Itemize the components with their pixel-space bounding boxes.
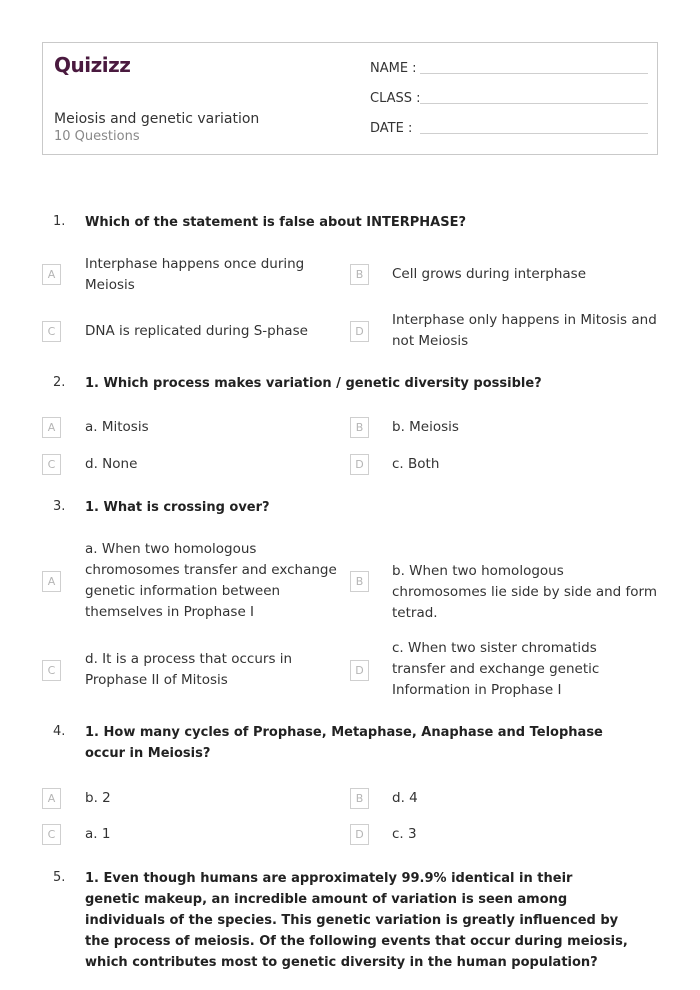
question-number: 3. — [53, 499, 66, 514]
question-number: 5. — [53, 870, 66, 885]
option-letter-box[interactable]: C — [42, 824, 61, 845]
question-number: 4. — [53, 724, 66, 739]
date-line — [420, 133, 648, 134]
option-letter-box[interactable]: B — [350, 788, 369, 809]
question-text: 1. How many cycles of Prophase, Metaphase, Anaphase and Telophase occur in Meiosis? — [85, 725, 603, 761]
option-text: c. 3 — [392, 826, 417, 842]
option-letter-box[interactable]: D — [350, 660, 369, 681]
quizizz-logo: Quizizz — [54, 53, 131, 77]
option-text: d. It is a process that occurs in Prophase II of Mitosis — [85, 651, 293, 688]
option-letter-box[interactable]: A — [42, 264, 61, 285]
option-letter-box[interactable]: B — [350, 571, 369, 592]
class-line — [420, 103, 648, 104]
option-text: b. Meiosis — [392, 419, 459, 435]
question-text: Which of the statement is false about INTERPHASE? — [85, 215, 466, 230]
question-number: 2. — [53, 375, 66, 390]
option-text: Interphase only happens in Mitosis and not Meiosis — [392, 312, 657, 349]
question-text: 1. What is crossing over? — [85, 500, 270, 515]
option-letter-box[interactable]: B — [350, 417, 369, 438]
option-text: Interphase happens once during Meiosis — [85, 256, 305, 293]
name-label: NAME : — [370, 61, 417, 76]
option-letter-box[interactable]: D — [350, 454, 369, 475]
class-field[interactable] — [370, 91, 648, 106]
option-letter-box[interactable]: A — [42, 417, 61, 438]
question-text: 1. Which process makes variation / genetic diversity possible? — [85, 376, 542, 391]
option-text: d. None — [85, 456, 138, 472]
date-field[interactable] — [370, 121, 648, 136]
option-text: a. 1 — [85, 826, 111, 842]
question-count: 10 Questions — [54, 129, 140, 144]
option-letter-box[interactable]: D — [350, 824, 369, 845]
worksheet-header — [42, 42, 658, 155]
option-text: DNA is replicated during S-phase — [85, 323, 308, 339]
option-text: c. Both — [392, 456, 440, 472]
option-text: c. When two sister chromatids transfer and exchange genetic Information in Prophase I — [392, 640, 600, 698]
option-text: d. 4 — [392, 790, 418, 806]
option-text: b. 2 — [85, 790, 111, 806]
worksheet-title: Meiosis and genetic variation — [54, 111, 260, 127]
option-letter-box[interactable]: A — [42, 571, 61, 592]
option-letter-box[interactable]: C — [42, 660, 61, 681]
option-letter-box[interactable]: C — [42, 454, 61, 475]
name-line — [420, 73, 648, 74]
name-field[interactable] — [370, 61, 648, 76]
option-letter-box[interactable]: B — [350, 264, 369, 285]
option-text: a. Mitosis — [85, 419, 149, 435]
question-text: 1. Even though humans are approximately 99.9% identical in their genetic makeup, an incredible amount of variation is seen among individuals of the species. This genetic variation is greatly influenced by the process of meiosis. Of the following events that occur during meiosis, which contributes most to genetic diversity in the human population? — [85, 871, 628, 970]
option-letter-box[interactable]: D — [350, 321, 369, 342]
class-label: CLASS : — [370, 91, 421, 106]
question-number: 1. — [53, 214, 66, 229]
option-text: Cell grows during interphase — [392, 266, 587, 282]
option-text: a. When two homologous chromosomes transfer and exchange genetic information between themselves in Prophase I — [85, 541, 337, 620]
option-letter-box[interactable]: C — [42, 321, 61, 342]
option-letter-box[interactable]: A — [42, 788, 61, 809]
date-label: DATE : — [370, 121, 413, 136]
option-text: b. When two homologous chromosomes lie side by side and form tetrad. — [392, 563, 657, 621]
